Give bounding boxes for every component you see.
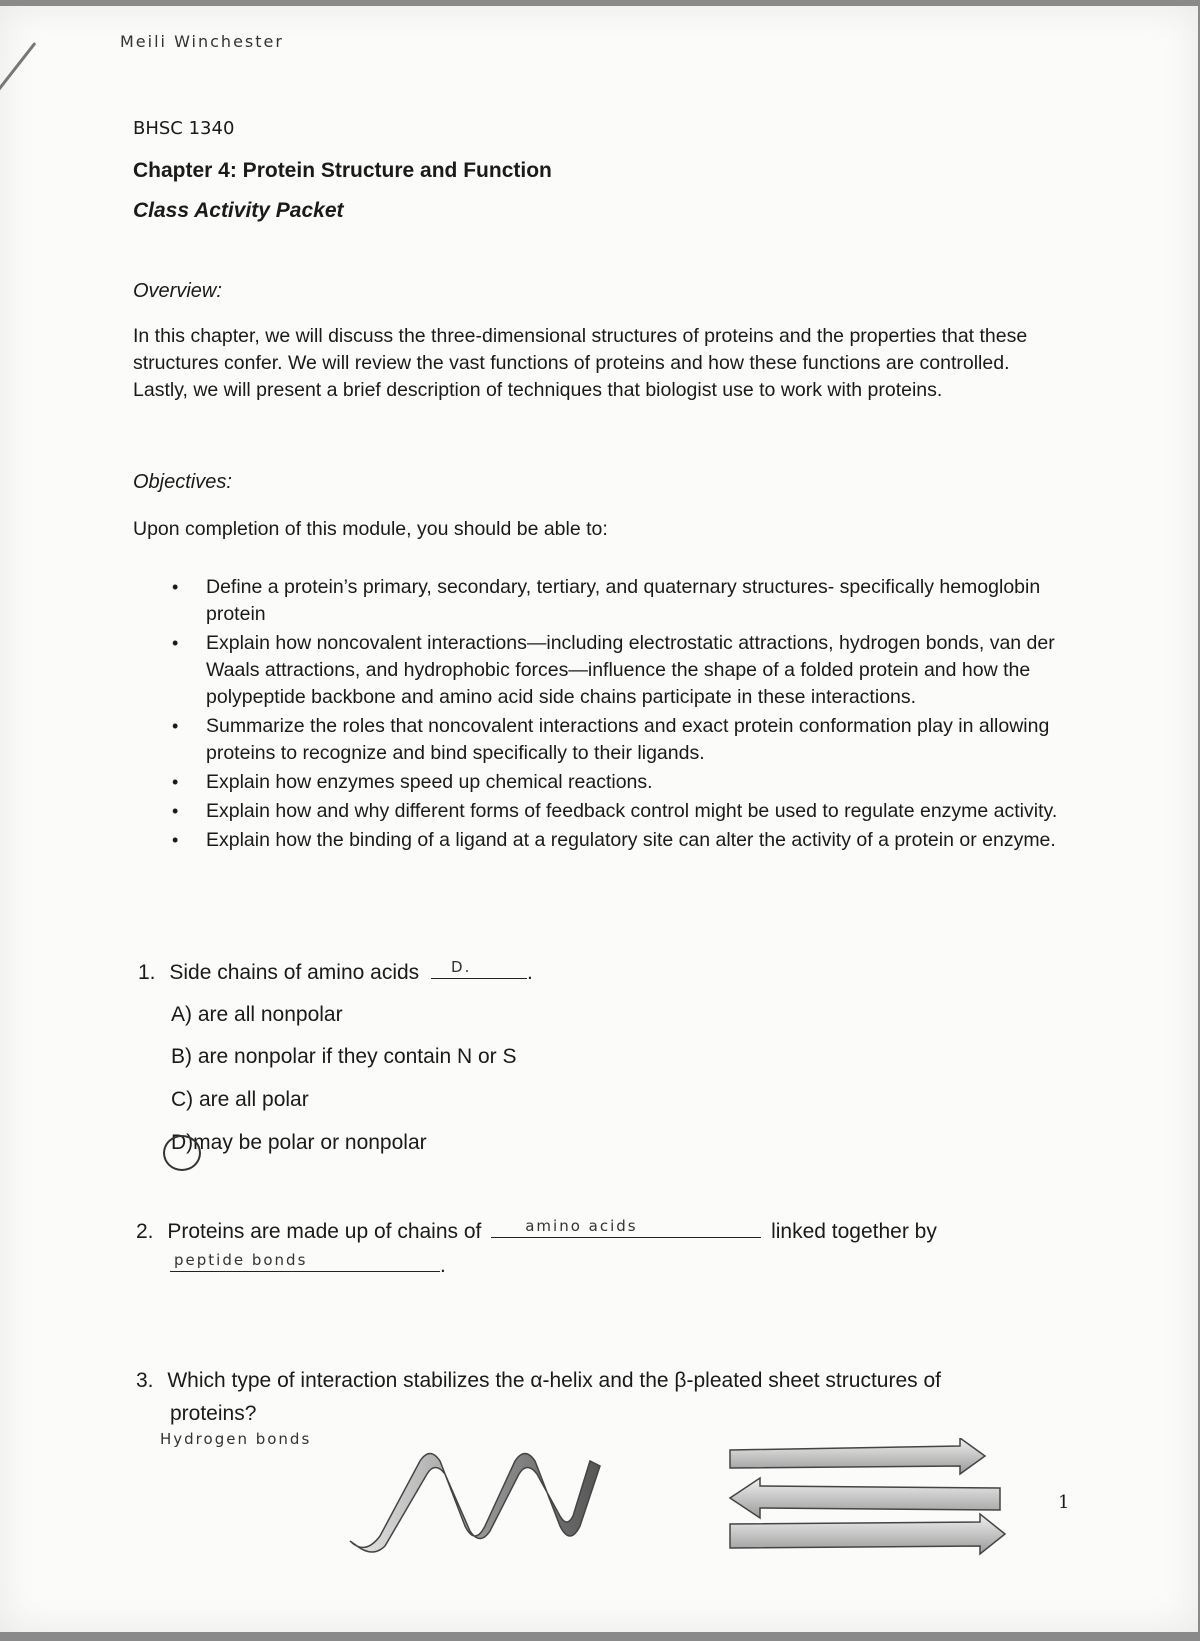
option-c: C) are all polar (171, 1088, 309, 1111)
handwritten-answer: peptide bonds (174, 1251, 308, 1269)
handwritten-answer: amino acids (525, 1217, 638, 1235)
question-number: 2. (136, 1220, 154, 1243)
list-item: • Explain how and why different forms of feedback control might be used to regulate enzyme activity. (160, 798, 1080, 825)
objectives-list (160, 574, 1080, 856)
question-text: linked together by (771, 1220, 937, 1243)
overview-text: In this chapter, we will discuss the three-dimensional structures of proteins and the properties that these structures confer. We will review the vast functions of proteins and how these functions are controlled. Lastly, we will present a brief description of techniques that biologist use to work with proteins. (133, 325, 1028, 401)
course-code: BHSC 1340 (133, 118, 235, 139)
question-3-line2: proteins? (170, 1402, 257, 1425)
page-number: 1 (1058, 1492, 1070, 1513)
overview-heading: Overview: (133, 280, 222, 302)
question-number: 3. (136, 1369, 154, 1392)
question-2 (136, 1217, 937, 1244)
period: . (527, 961, 533, 984)
chapter-title: Chapter 4: Protein Structure and Function (133, 159, 552, 182)
question-1 (138, 958, 533, 985)
answer-blank (170, 1251, 440, 1272)
question-number: 1. (138, 961, 156, 984)
question-3 (136, 1369, 941, 1393)
option-b: B) are nonpolar if they contain N or S (171, 1045, 517, 1068)
question-text: Proteins are made up of chains of (167, 1220, 482, 1243)
answer-blank (491, 1217, 761, 1238)
question-2-line2 (170, 1251, 446, 1278)
packet-title: Class Activity Packet (133, 199, 344, 222)
list-item: • Explain how the binding of a ligand at a regulatory site can alter the activity of a protein or enzyme. (160, 827, 1080, 854)
pencil-mark (0, 42, 36, 93)
option-a: A) are all nonpolar (171, 1003, 343, 1026)
list-item: • Summarize the roles that noncovalent interactions and exact protein conformation play in allowing proteins to recognize and bind specifically to their ligands. (160, 713, 1080, 767)
objectives-intro: Upon completion of this module, you should be able to: (133, 518, 608, 540)
answer-blank (431, 958, 527, 979)
list-item: • Explain how enzymes speed up chemical reactions. (160, 769, 1080, 796)
handwritten-answer: D. (451, 958, 472, 976)
handwritten-answer: Hydrogen bonds (160, 1430, 312, 1448)
beta-sheet-illustration (715, 1438, 1015, 1556)
list-item: • Explain how noncovalent interactions—including electrostatic attractions, hydrogen bonds, van der Waals attractions, and hydrophobic forces—influence the shape of a folded protein and how the polypeptide backbone and amino acid side chains participate in these interactions. (160, 630, 1080, 711)
document-page (0, 6, 1198, 1632)
objectives-heading: Objectives: (133, 471, 232, 493)
question-text: Side chains of amino acids (169, 961, 420, 984)
option-d: D)may be polar or nonpolar (171, 1131, 427, 1154)
period: . (440, 1254, 446, 1277)
list-item: • Define a protein’s primary, secondary, tertiary, and quaternary structures- specifically hemoglobin protein (160, 574, 1080, 628)
student-name: Meili Winchester (120, 32, 284, 51)
question-text: Which type of interaction stabilizes the α-helix and the β-pleated sheet structures of (167, 1369, 941, 1392)
alpha-helix-illustration (345, 1446, 605, 1554)
answer-circle (163, 1135, 201, 1171)
